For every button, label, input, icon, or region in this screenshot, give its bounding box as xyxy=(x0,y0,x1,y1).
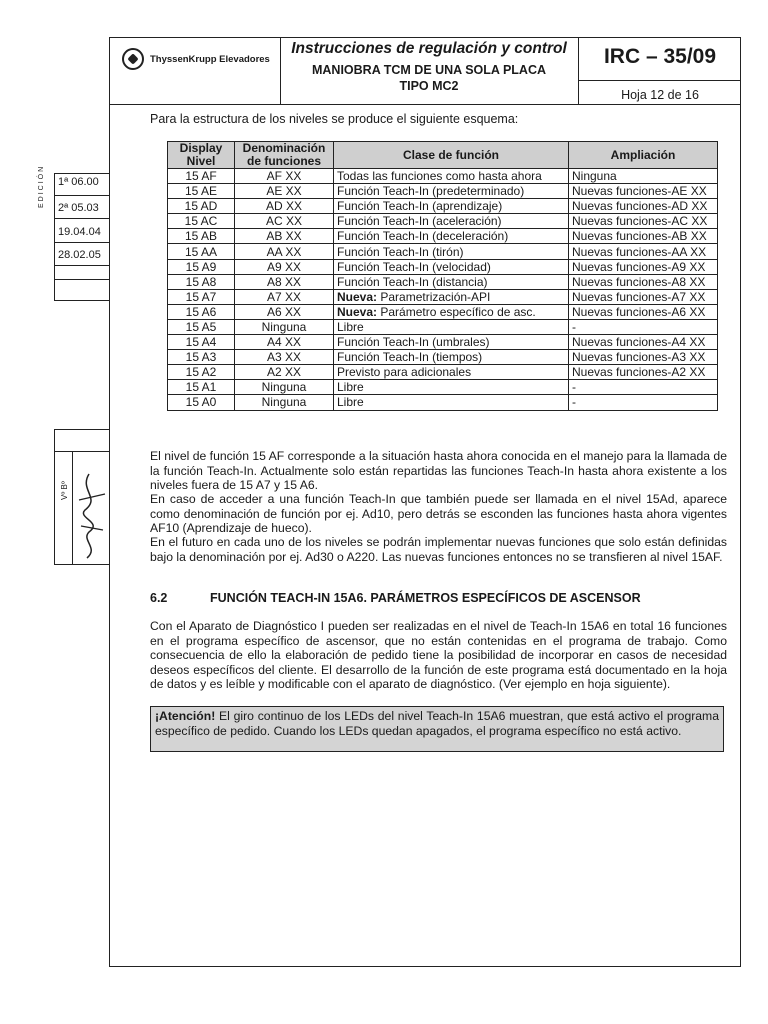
cell-ampliacion: Nuevas funciones-AE XX xyxy=(569,184,718,199)
cell-denominacion: A4 XX xyxy=(235,335,334,350)
table-row xyxy=(168,319,718,334)
table-row xyxy=(168,199,718,214)
company-logo xyxy=(122,48,270,70)
cell-display: 15 A8 xyxy=(168,274,235,289)
col-header-clase: Clase de función xyxy=(334,142,569,169)
cell-display: 15 A6 xyxy=(168,304,235,319)
logo-icon xyxy=(122,48,144,70)
cell-display: 15 A0 xyxy=(168,395,235,410)
cell-ampliacion: Nuevas funciones-A2 XX xyxy=(569,365,718,380)
cell-ampliacion: Nuevas funciones-A3 XX xyxy=(569,350,718,365)
cell-clase-text: Función Teach-In (velocidad) xyxy=(337,259,491,274)
cell-clase-text: Previsto para adicionales xyxy=(337,365,472,380)
approval-box xyxy=(54,429,109,565)
document-code: IRC – 35/09 xyxy=(603,45,717,68)
edition-label: EDICIÓN xyxy=(38,164,45,208)
cell-clase xyxy=(334,199,569,214)
cell-ampliacion: Ninguna xyxy=(569,169,718,184)
cell-ampliacion: Nuevas funciones-A8 XX xyxy=(569,274,718,289)
edition-1: 1ª 06.00 xyxy=(58,176,99,188)
cell-denominacion: A7 XX xyxy=(235,289,334,304)
table-body xyxy=(168,169,718,411)
cell-clase-text: Libre xyxy=(337,319,364,334)
paragraph-1: El nivel de función 15 AF corresponde a la situación hasta ahora conocida en el manejo para la llamada de la función Teach-In. Actualmente solo están repartidas las funciones Teach-In hasta ahora existente a los niveles fuera de 15 A7 y 15 A6. xyxy=(150,449,727,493)
approval-label: Vº Bº xyxy=(60,481,69,500)
cell-denominacion: A6 XX xyxy=(235,304,334,319)
section-title: FUNCIÓN TEACH-IN 15A6. PARÁMETROS ESPECÍFICOS DE ASCENSOR xyxy=(210,591,641,605)
table-row xyxy=(168,289,718,304)
table-row xyxy=(168,214,718,229)
cell-display: 15 A1 xyxy=(168,380,235,395)
cell-display: 15 AC xyxy=(168,214,235,229)
table-row xyxy=(168,365,718,380)
cell-clase xyxy=(334,350,569,365)
edition-3: 19.04.04 xyxy=(58,226,101,238)
cell-display: 15 A4 xyxy=(168,335,235,350)
cell-ampliacion: Nuevas funciones-AA XX xyxy=(569,244,718,259)
cell-denominacion: AA XX xyxy=(235,244,334,259)
cell-clase-text: Función Teach-In (tirón) xyxy=(337,244,464,259)
cell-clase-text: Parámetro específico de asc. xyxy=(377,304,536,319)
col-header-ampliacion: Ampliación xyxy=(569,142,718,169)
cell-clase xyxy=(334,380,569,395)
table-row xyxy=(168,259,718,274)
edition-2: 2ª 05.03 xyxy=(58,202,99,214)
cell-denominacion: AF XX xyxy=(235,169,334,184)
cell-display: 15 A2 xyxy=(168,365,235,380)
edition-divider xyxy=(55,265,110,266)
section-number: 6.2 xyxy=(150,591,168,605)
cell-display: 15 A9 xyxy=(168,259,235,274)
cell-ampliacion: - xyxy=(569,395,718,410)
cell-clase xyxy=(334,259,569,274)
cell-clase-bold: Nueva: xyxy=(337,289,378,304)
document-title: Instrucciones de regulación y control xyxy=(291,40,567,57)
cell-clase xyxy=(334,365,569,380)
cell-clase xyxy=(334,395,569,410)
cell-clase-text: Función Teach-In (distancia) xyxy=(337,274,488,289)
cell-ampliacion: Nuevas funciones-AB XX xyxy=(569,229,718,244)
edition-box xyxy=(54,173,109,301)
paragraph-3: En el futuro en cada uno de los niveles se podrán implementar nuevas funciones que solo están definidas bajo la denominación por ej. Ad30 o A220. Las nuevas funciones entonces no se transfieren al nivel 15AF. xyxy=(150,535,727,564)
cell-display: 15 AF xyxy=(168,169,235,184)
cell-clase-text: Función Teach-In (deceleración) xyxy=(337,229,509,244)
paragraph-2: En caso de acceder a una función Teach-In que también puede ser llamada en el nivel 15Ad, aparece como denominación de función por ej. Ad10, pero detrás se esconden las funciones hasta ahora vigentes AF10 (Aprendizaje de hueco). xyxy=(150,492,727,536)
cell-clase xyxy=(334,304,569,319)
document-subtitle-1: MANIOBRA TCM DE UNA SOLA PLACA xyxy=(311,63,546,77)
cell-ampliacion: Nuevas funciones-AC XX xyxy=(569,214,718,229)
section-body: Con el Aparato de Diagnóstico I pueden ser realizadas en el nivel de Teach-In 15A6 en total 16 funciones en el programa específico de ascensor, que no están contenidas en el programa de trabajo. Como consecuencia de ello la elaboración de pedido tiene la posibilidad de incorporar en casos de necesidad deseos específicos del cliente. El desarrollo de la función de este programa está documentado en la hoja de datos y es leíble y modificable con el aparato de diagnóstico. (Ver ejemplo en hoja siguiente). xyxy=(150,619,727,692)
cell-ampliacion: Nuevas funciones-AD XX xyxy=(569,199,718,214)
cell-ampliacion: - xyxy=(569,380,718,395)
table-row xyxy=(168,350,718,365)
header-divider-v2 xyxy=(578,37,579,105)
cell-clase-text: Función Teach-In (predeterminado) xyxy=(337,184,525,199)
page-number: Hoja 12 de 16 xyxy=(621,88,699,102)
approval-divider xyxy=(55,451,110,452)
cell-display: 15 A5 xyxy=(168,319,235,334)
cell-display: 15 AD xyxy=(168,199,235,214)
cell-clase xyxy=(334,169,569,184)
cell-clase-text: Parametrización-API xyxy=(377,289,491,304)
cell-clase-text: Función Teach-In (aprendizaje) xyxy=(337,199,503,214)
warning-box xyxy=(150,706,724,752)
col-header-denominacion: Denominación de funciones xyxy=(235,142,334,169)
table-row xyxy=(168,169,718,184)
cell-denominacion: Ninguna xyxy=(235,319,334,334)
document-subtitle-2: TIPO MC2 xyxy=(399,79,459,93)
cell-clase-text: Función Teach-In (tiempos) xyxy=(337,350,483,365)
table-row xyxy=(168,304,718,319)
cell-denominacion: AB XX xyxy=(235,229,334,244)
table-row xyxy=(168,229,718,244)
header-divider xyxy=(109,104,741,105)
table-row xyxy=(168,244,718,259)
cell-clase xyxy=(334,274,569,289)
col-header-display: Display Nivel xyxy=(168,142,235,169)
cell-display: 15 A3 xyxy=(168,350,235,365)
cell-denominacion: A2 XX xyxy=(235,365,334,380)
table-row xyxy=(168,335,718,350)
edition-divider xyxy=(55,242,110,243)
cell-denominacion: Ninguna xyxy=(235,395,334,410)
header-divider-h2 xyxy=(578,80,741,81)
cell-clase xyxy=(334,229,569,244)
edition-divider xyxy=(55,218,110,219)
table-row xyxy=(168,184,718,199)
cell-clase xyxy=(334,214,569,229)
table-row xyxy=(168,395,718,410)
cell-denominacion: AC XX xyxy=(235,214,334,229)
cell-ampliacion: Nuevas funciones-A9 XX xyxy=(569,259,718,274)
cell-denominacion: AD XX xyxy=(235,199,334,214)
cell-clase xyxy=(334,289,569,304)
warning-label: ¡Atención! xyxy=(155,709,216,723)
cell-ampliacion: Nuevas funciones-A6 XX xyxy=(569,304,718,319)
cell-ampliacion: Nuevas funciones-A4 XX xyxy=(569,335,718,350)
cell-clase-text: Función Teach-In (umbrales) xyxy=(337,335,490,350)
cell-ampliacion: Nuevas funciones-A7 XX xyxy=(569,289,718,304)
cell-clase-text: Libre xyxy=(337,395,364,410)
cell-clase xyxy=(334,244,569,259)
cell-ampliacion: - xyxy=(569,319,718,334)
cell-denominacion: A8 XX xyxy=(235,274,334,289)
warning-text: El giro continuo de los LEDs del nivel Teach-In 15A6 muestran, que está activo el programa específico de pedido. Cuando los LEDs quedan apagados, el programa específico no está activo. xyxy=(155,709,719,738)
edition-divider xyxy=(55,195,110,196)
cell-display: 15 AA xyxy=(168,244,235,259)
cell-clase-text: Libre xyxy=(337,380,364,395)
cell-denominacion: Ninguna xyxy=(235,380,334,395)
cell-clase-text: Función Teach-In (aceleración) xyxy=(337,214,502,229)
edition-4: 28.02.05 xyxy=(58,249,101,261)
cell-denominacion: AE XX xyxy=(235,184,334,199)
edition-divider xyxy=(55,279,110,280)
table-header-row xyxy=(168,142,718,169)
cell-clase-bold: Nueva: xyxy=(337,304,378,319)
cell-denominacion: A9 XX xyxy=(235,259,334,274)
function-table xyxy=(167,141,718,411)
intro-text: Para la estructura de los niveles se produce el siguiente esquema: xyxy=(150,112,519,126)
cell-clase xyxy=(334,335,569,350)
cell-display: 15 AE xyxy=(168,184,235,199)
logo-text: ThyssenKrupp Elevadores xyxy=(150,53,270,65)
cell-clase xyxy=(334,184,569,199)
cell-display: 15 AB xyxy=(168,229,235,244)
cell-clase-text: Todas las funciones como hasta ahora xyxy=(337,169,542,184)
cell-display: 15 A7 xyxy=(168,289,235,304)
table-row xyxy=(168,274,718,289)
approval-divider xyxy=(72,451,73,564)
signature-mark xyxy=(75,470,109,562)
header-divider-v1 xyxy=(280,37,281,105)
cell-clase xyxy=(334,319,569,334)
cell-denominacion: A3 XX xyxy=(235,350,334,365)
table-row xyxy=(168,380,718,395)
